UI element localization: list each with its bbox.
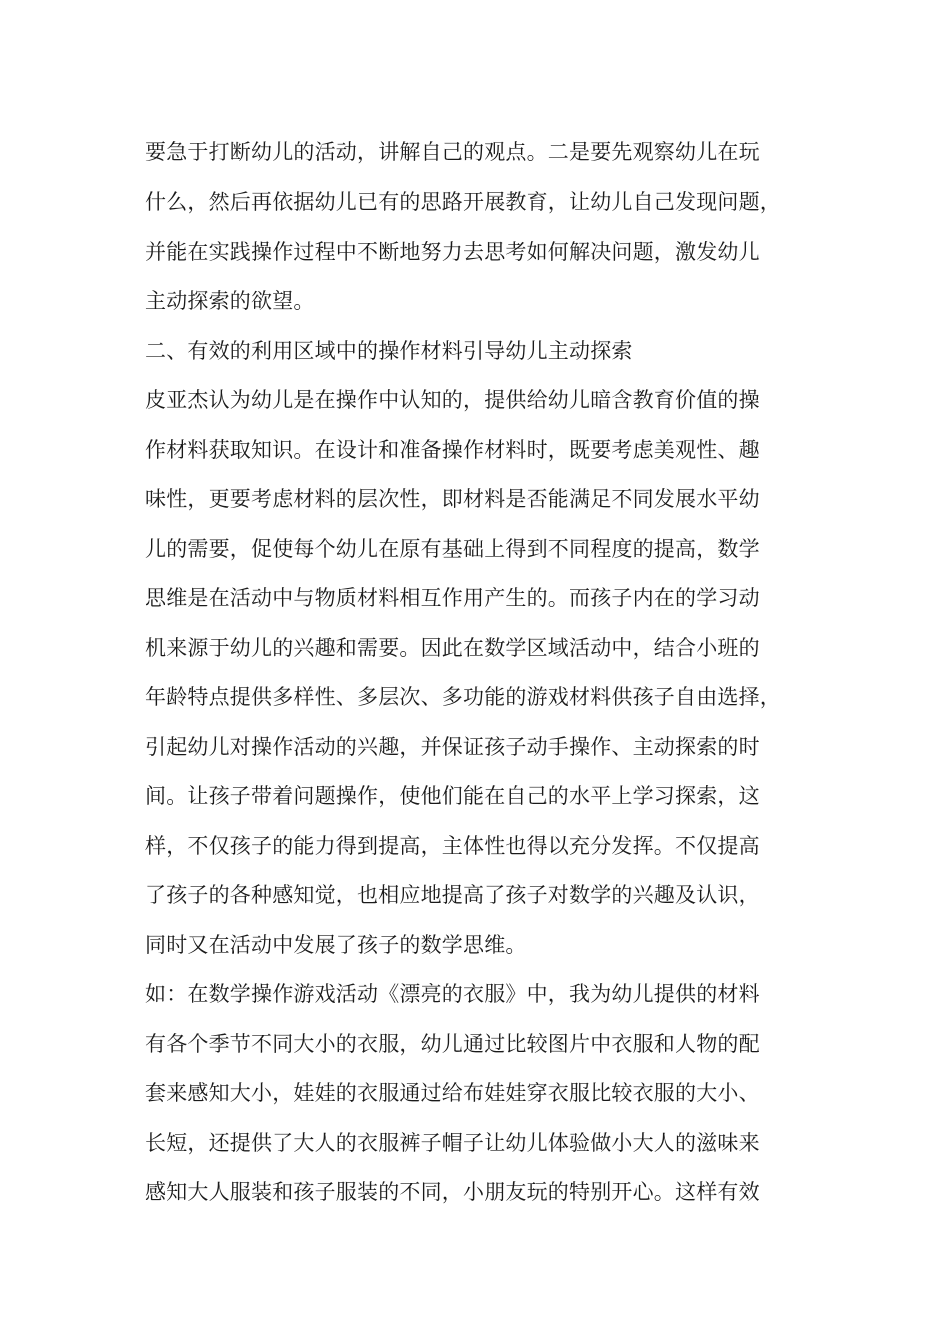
text-line: 有各个季节不同大小的衣服，幼儿通过比较图片中衣服和人物的配 xyxy=(145,1032,760,1056)
text-line: 儿的需要，促使每个幼儿在原有基础上得到不同程度的提高，数学 xyxy=(145,537,760,561)
text-line: 味性，更要考虑材料的层次性，即材料是否能满足不同发展水平幼 xyxy=(145,487,760,511)
text-line: 年龄特点提供多样性、多层次、多功能的游戏材料供孩子自由选择， xyxy=(145,685,781,709)
text-line: 要急于打断幼儿的活动，讲解自己的观点。二是要先观察幼儿在玩 xyxy=(145,140,760,164)
text-line: 主动探索的欲望。 xyxy=(145,289,315,313)
text-line: 长短，还提供了大人的衣服裤子帽子让幼儿体验做小大人的滋味来 xyxy=(145,1131,760,1155)
text-line: 什么，然后再依据幼儿已有的思路开展教育，让幼儿自己发现问题， xyxy=(145,190,781,214)
text-line: 思维是在活动中与物质材料相互作用产生的。而孩子内在的学习动 xyxy=(145,586,760,610)
section-heading: 二、有效的利用区域中的操作材料引导幼儿主动探索 xyxy=(145,339,633,363)
text-line: 了孩子的各种感知觉，也相应地提高了孩子对数学的兴趣及认识， xyxy=(145,883,760,907)
text-line: 间。让孩子带着问题操作，使他们能在自己的水平上学习探索，这 xyxy=(145,784,760,808)
text-line: 引起幼儿对操作活动的兴趣，并保证孩子动手操作、主动探索的时 xyxy=(145,735,760,759)
text-line: 套来感知大小，娃娃的衣服通过给布娃娃穿衣服比较衣服的大小、 xyxy=(145,1081,760,1105)
text-line: 样，不仅孩子的能力得到提高，主体性也得以充分发挥。不仅提高 xyxy=(145,834,760,858)
text-line: 感知大人服装和孩子服装的不同，小朋友玩的特别开心。这样有效 xyxy=(145,1180,760,1204)
text-line: 作材料获取知识。在设计和准备操作材料时，既要考虑美观性、趣 xyxy=(145,438,760,462)
text-line: 机来源于幼儿的兴趣和需要。因此在数学区域活动中，结合小班的 xyxy=(145,636,760,660)
text-line: 同时又在活动中发展了孩子的数学思维。 xyxy=(145,933,527,957)
text-line: 皮亚杰认为幼儿是在操作中认知的，提供给幼儿暗含教育价值的操 xyxy=(145,388,760,412)
text-line: 如：在数学操作游戏活动《漂亮的衣服》中，我为幼儿提供的材料 xyxy=(145,982,760,1006)
text-line: 并能在实践操作过程中不断地努力去思考如何解决问题，激发幼儿 xyxy=(145,240,760,264)
